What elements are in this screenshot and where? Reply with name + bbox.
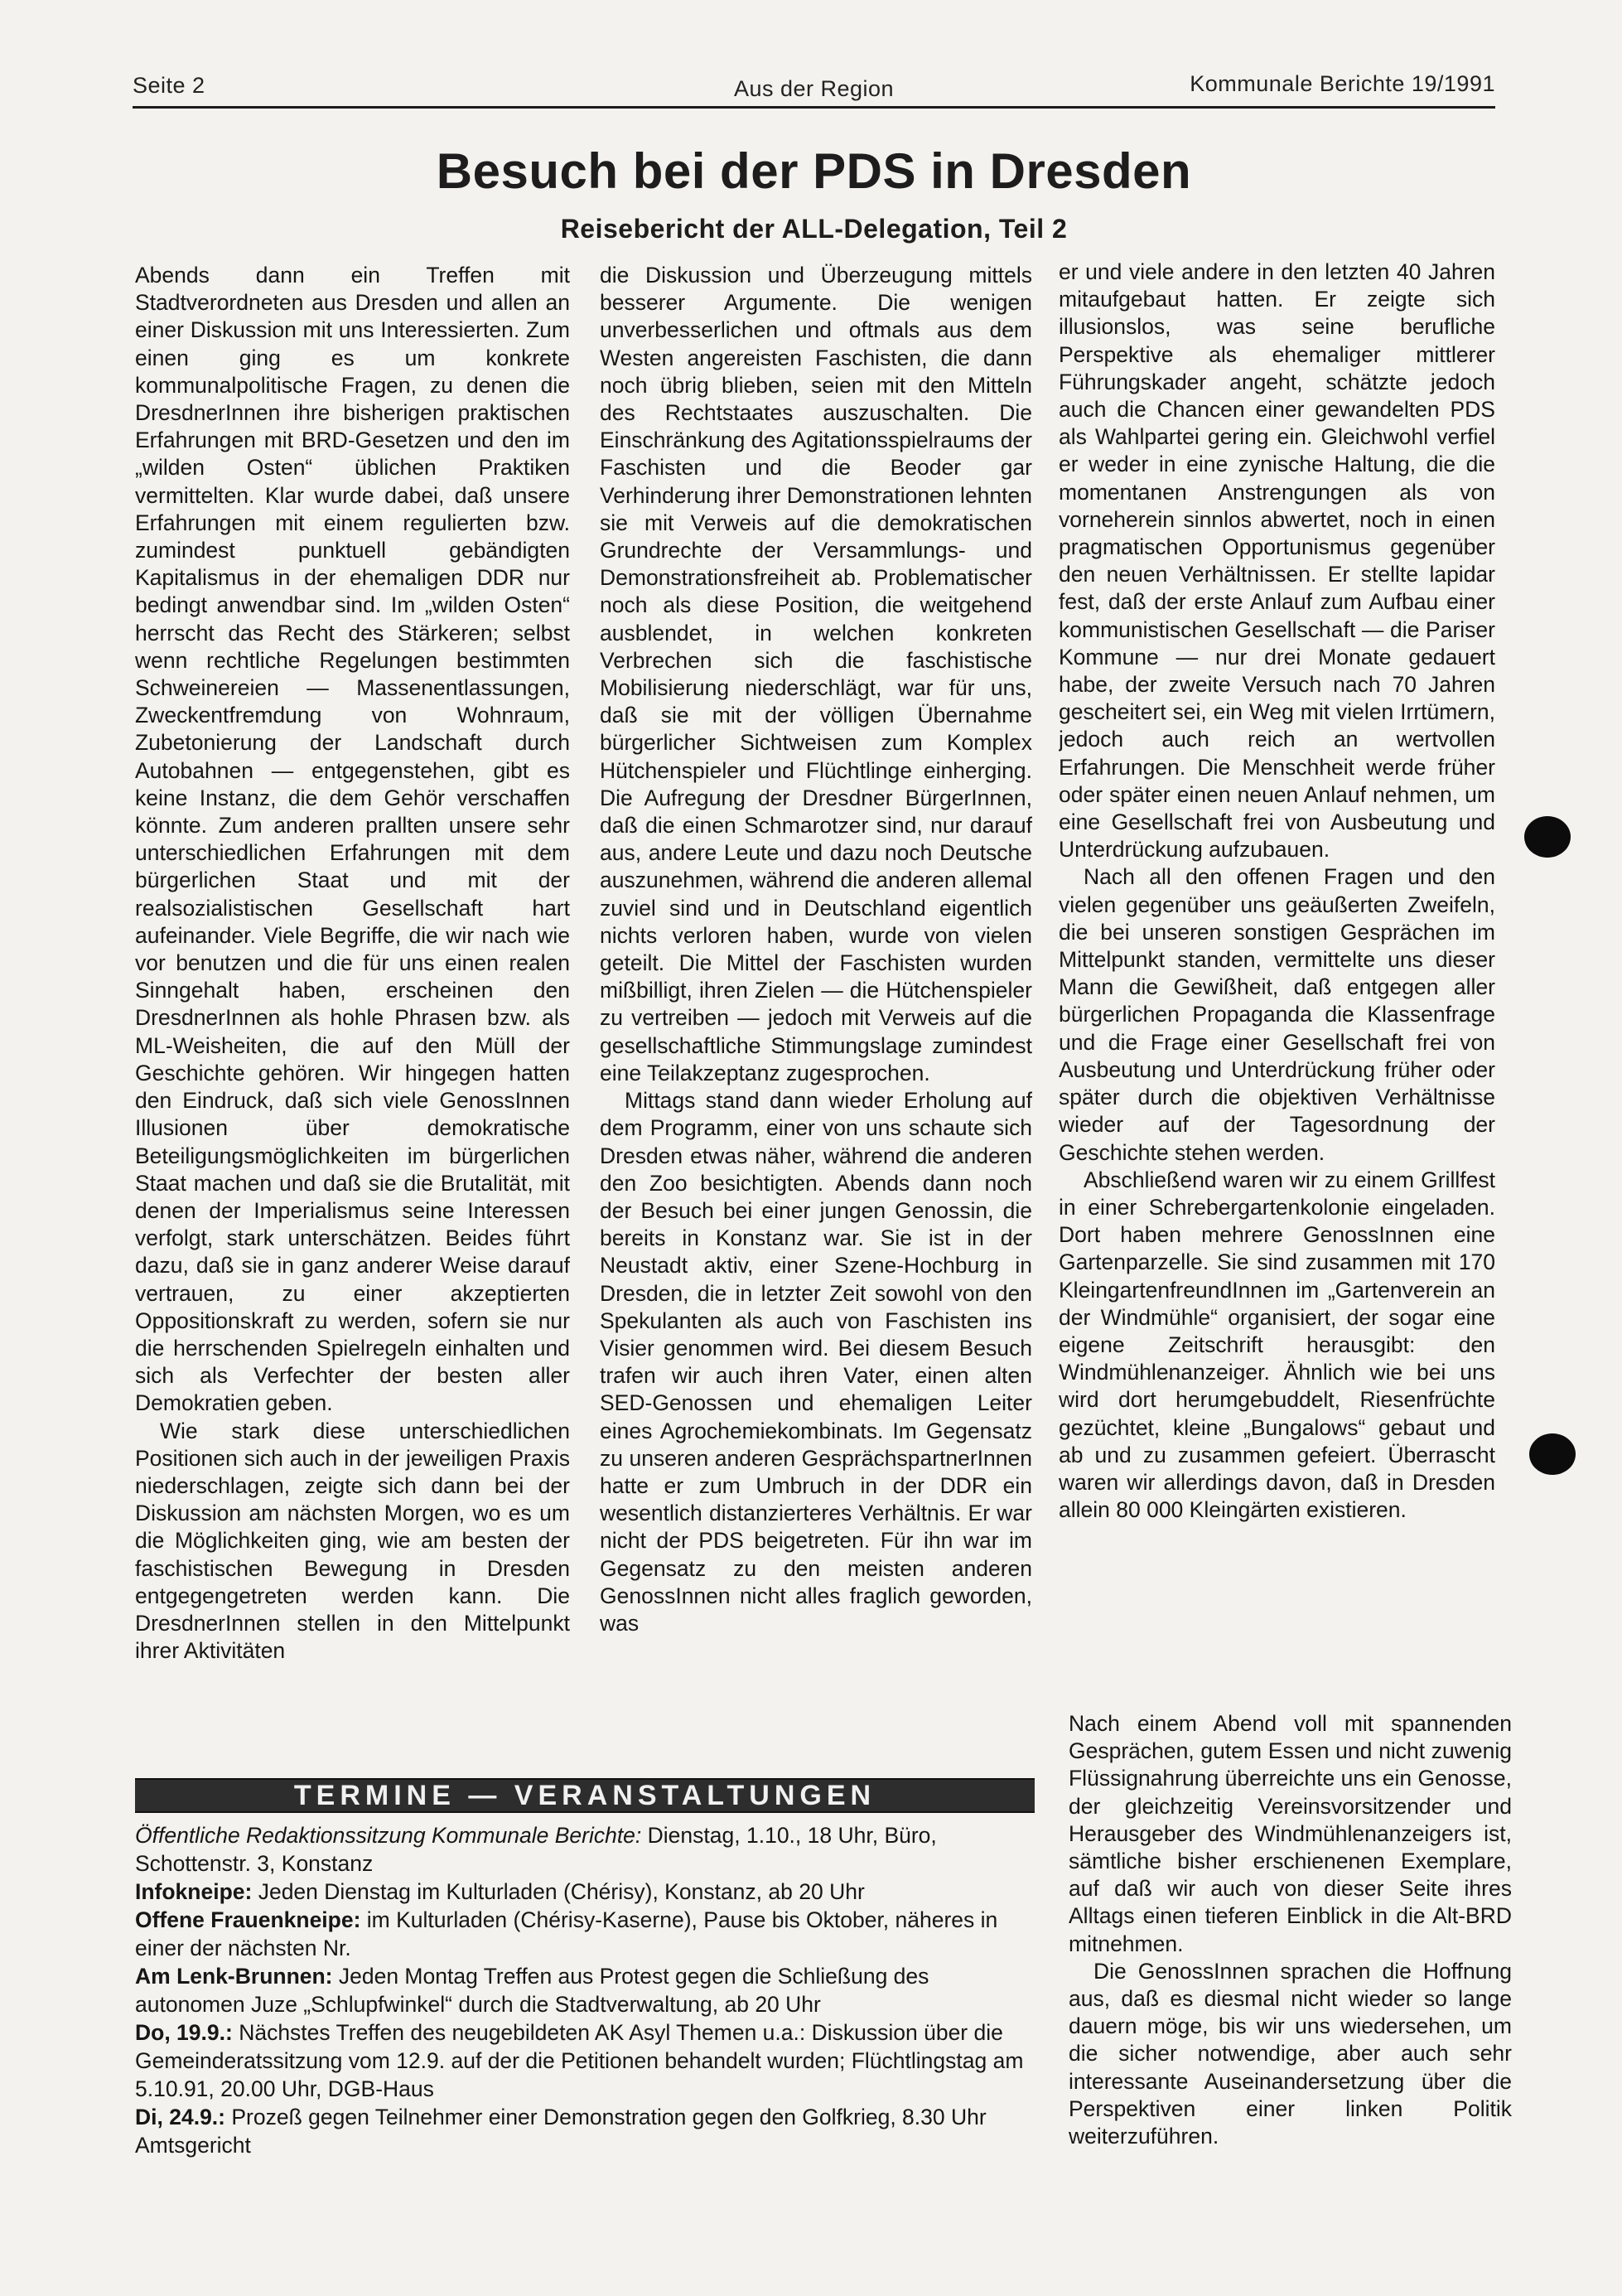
- event-label: Di, 24.9.:: [135, 2105, 225, 2129]
- page-header: [133, 68, 1495, 104]
- article-column-3: [1059, 259, 1495, 1684]
- event-item: [135, 1878, 1040, 1906]
- event-item: [135, 1906, 1040, 1962]
- event-text: Jeden Montag Treffen aus Protest gegen die Schließung des autonomen Juze „Schlupfwinkel“ durch die Stadtverwaltung, ab 20 Uhr: [135, 1964, 929, 2017]
- event-text: Jeden Dienstag im Kulturladen (Chérisy), Konstanz, ab 20 Uhr: [252, 1879, 865, 1904]
- event-text: Prozeß gegen Teilnehmer einer Demonstration gegen den Golfkrieg, 8.30 Uhr Amtsgericht: [135, 2105, 987, 2158]
- paragraph: Abschließend waren wir zu einem Grillfest in einer Schrebergartenkolonie eingeladen. Dort haben mehrere GenossInnen eine Gartenparzelle. Sie sind zusammen mit 170 KleingartenfreundInnen im „Gartenverein an der Windmühle“ organisiert, der sogar eine eigene Zeitschrift herausgibt: den Windmühlenanzeiger. Ähnlich wie bei uns wird dort herumgebuddelt, Riesenfrüchte gezüchtet, kleine „Bungalows“ gebaut und ab und zu zusammen gefeiert. Überrascht waren wir allerdings davon, daß in Dresden allein 80 000 Kleingärten existieren.: [1059, 1167, 1495, 1523]
- paragraph: Nach all den offenen Fragen und den vielen gegenüber uns geäußerten Zweifeln, die bei unseren sonstigen Gesprächen im Mittelpunkt standen, vermittelte uns dieser Mann die Gewißheit, daß entgegen aller bürgerlichen Propaganda die Klassenfrage und die Frage einer Gesellschaft frei von Ausbeutung und Unterdrückung früher oder später durch die objektiven Verhältnisse wieder auf der Tagesordnung der Geschichte stehen werden.: [1059, 864, 1495, 1165]
- article-column-3-continued: [1069, 1710, 1512, 2224]
- paragraph: Mittags stand dann wieder Erholung auf dem Programm, einer von uns schaute sich Dresden etwas näher, während die anderen den Zoo besichtigten. Abends dann noch der Besuch bei einer jungen Genossin, die bereits in Konstanz war. Sie ist in der Neustadt aktiv, einer Szene-Hochburg in Dresden, die in letzter Zeit sowohl von den Spekulanten als auch von Faschisten ins Visier genommen wird. Bei diesem Besuch trafen wir auch ihren Vater, einen alten SED-Genossen und ehemaligen Leiter eines Agrochemiekombinats. Im Gegensatz zu unseren anderen GesprächspartnerInnen hatte er zum Umbruch in der DDR ein wesentlich distanzierteres Verhältnis. Er war nicht der PDS beigetreten. Für ihn war im Gegensatz zu den meisten anderen GenossInnen nicht alles fraglich geworden, was: [600, 1088, 1032, 1636]
- article-subtitle: Reisebericht der ALL-Delegation, Teil 2: [560, 214, 1068, 244]
- paragraph: die Diskussion und Überzeugung mittels besserer Argumente. Die wenigen unverbesserlichen und oftmals aus dem Westen angereisten Faschisten, die dann noch übrig blieben, seien mit den Mitteln des Rechtstaates auszuschalten. Die Einschränkung des Agitationsspielraums der Faschisten und die Beoder gar Verhinderung ihrer Demonstrationen lehnten sie mit Verweis auf die demokratischen Grundrechte der Versammlungs- und Demonstrationsfreiheit ab. Problematischer noch als diese Position, die weitgehend ausblendet, in welchen konkreten Verbrechen sich die faschistische Mobilisierung niederschlägt, war für uns, daß sie mit der völligen Übernahme bürgerlicher Sichtweisen zum Komplex Hütchenspieler und Flüchtlinge einherging. Die Aufregung der Dresdner BürgerInnen, daß die einen Schmarotzer sind, nur darauf aus, andere Leute und dazu noch Deutsche auszunehmen, während die anderen allemal zuviel sind und in Deutschland eigentlich nichts verloren haben, wurde von vielen geteilt. Die Mittel der Faschisten wurden mißbilligt, ihren Zielen — die Hütchenspieler zu vertreiben — jedoch mit Verweis auf die gesellschaftliche Stimmungslage zumindest eine Teilakzeptanz zugesprochen.: [600, 263, 1032, 1085]
- paragraph: er und viele andere in den letzten 40 Jahren mitaufgebaut hatten. Er zeigte sich illusionslos, was seine berufliche Perspektive als ehemaliger mittlerer Führungskader angeht, schätzte jedoch auch die Chancen einer gewandelten PDS als Wahlpartei gering ein. Gleichwohl verfiel er weder in eine zynische Haltung, die die momentanen Anstrengungen als von vorneherein sinnlos abwertet, noch in einen pragmatischen Opportunismus gegenüber den neuen Verhältnissen. Er stellte lapidar fest, daß der erste Anlauf zum Aufbau einer kommunistischen Gesellschaft — die Pariser Kommune — nur drei Monate gedauert habe, der zweite Versuch nach 70 Jahren gescheitert sei, ein Weg mit vielen Irrtümern, jedoch auch reich an wertvollen Erfahrungen. Die Menschheit werde früher oder später einen neuen Anlauf nehmen, um eine Gesellschaft frei von Ausbeutung und Unterdrückung aufzubauen.: [1059, 259, 1495, 863]
- event-item: [135, 2018, 1040, 2103]
- header-rule: [133, 106, 1495, 109]
- event-item: [135, 1962, 1040, 2018]
- event-label: Am Lenk-Brunnen:: [135, 1964, 333, 1989]
- punch-hole-mark: [1529, 1433, 1576, 1475]
- article-title: Besuch bei der PDS in Dresden: [436, 143, 1192, 199]
- punch-hole-mark: [1524, 816, 1571, 858]
- events-banner: TERMINE — VERANSTALTUNGEN: [135, 1778, 1035, 1813]
- paragraph: Wie stark diese unterschiedlichen Positionen sich auch in der jeweiligen Praxis niederschlagen, zeigte sich dann bei der Diskussion am nächsten Morgen, wo es um die Möglichkeiten ging, wie am besten der faschistischen Bewegung in Dresden entgegengetreten werden kann. Die DresdnerInnen stellen in den Mittelpunkt ihrer Aktivitäten: [135, 1418, 570, 1664]
- article-column-2: [600, 262, 1032, 1753]
- article-column-1: [135, 262, 570, 1753]
- paragraph: Die GenossInnen sprachen die Hoffnung aus, daß es diesmal nicht wieder so lange dauern möge, bis wir uns wiedersehen, um die sicher notwendige, aber auch sehr interessante Auseinandersetzung über die Perspektiven einer linken Politik weiterzuführen.: [1069, 1958, 1512, 2149]
- event-item: [135, 2103, 1040, 2159]
- event-label: Infokneipe:: [135, 1879, 253, 1904]
- event-item: [135, 1821, 1040, 1878]
- paragraph: Nach einem Abend voll mit spannenden Gesprächen, gutem Essen und nicht zuwenig Flüssignahrung überreichte uns ein Genosse, der gleichzeitig Vereinsvorsitzender und Herausgeber des Windmühlenanzeigers ist, sämtliche bisher erschienenen Exemplare, auf daß wir auch von dieser Seite ihres Alltags einen tieferen Einblick in die Alt-BRD mitnehmen.: [1069, 1711, 1512, 1956]
- page-number: Seite 2: [133, 73, 205, 98]
- paragraph: Abends dann ein Treffen mit Stadtverordneten aus Dresden und allen an einer Diskussion mit uns Interessierten. Zum einen ging es um konkrete kommunalpolitische Fragen, zu denen die DresdnerInnen ihre bisherigen praktischen Erfahrungen mit BRD-Gesetzen und den im „wilden Osten“ üblichen Praktiken vermittelten. Klar wurde dabei, daß unsere Erfahrungen mit einem regulierten bzw. zumindest punktuell gebändigten Kapitalismus in der ehemaligen DDR nur bedingt anwendbar sind. Im „wilden Osten“ herrscht das Recht des Stärkeren; selbst wenn rechtliche Regelungen bestimmten Schweinereien — Massenentlassungen, Zweckentfremdung von Wohnraum, Zubetonierung der Landschaft durch Autobahnen — entgegenstehen, gibt es keine Instanz, die dem Gehör verschaffen könnte. Zum anderen prallten unsere sehr unterschiedlichen Erfahrungen mit dem bürgerlichen Staat und mit der realsozialistischen Gesellschaft hart aufeinander. Viele Begriffe, die wir nach wie vor benutzen und die für uns einen realen Sinngehalt haben, erscheinen den DresdnerInnen als hohle Phrasen bzw. als ML-Weisheiten, die auf den Müll der Geschichte gehören. Wir hingegen hatten den Eindruck, daß sich viele GenossInnen Illusionen über demokratische Beteiligungsmöglichkeiten im bürgerlichen Staat machen und daß sie die Brutalität, mit denen der Imperialismus seine Interessen verfolgt, stark unterschätzen. Beides führt dazu, daß sie in ganz anderer Weise darauf vertrauen, zu einer akzeptierten Oppositionskraft zu werden, sofern sie nur die herrschenden Spielregeln einhalten und sich als Verfechter der besten aller Demokratien geben.: [135, 263, 570, 1416]
- event-label: Do, 19.9.:: [135, 2020, 233, 2045]
- publication-issue: Kommunale Berichte 19/1991: [1190, 71, 1495, 96]
- event-label: Offene Frauenkneipe:: [135, 1907, 361, 1932]
- event-text: Nächstes Treffen des neugebildeten AK Asyl Themen u.a.: Diskussion über die Gemeinderatssitzung vom 12.9. auf der die Petitionen behandelt wurden; Flüchtlingstag am 5.10.91, 20.00 Uhr, DGB-Haus: [135, 2020, 1024, 2101]
- section-title: Aus der Region: [733, 76, 895, 101]
- event-text: Dienstag, 1.10., 18 Uhr, Büro, Schottenstr. 3, Konstanz: [135, 1823, 937, 1876]
- event-text: im Kulturladen (Chérisy-Kaserne), Pause bis Oktober, näheres in einer der nächsten Nr.: [135, 1907, 998, 1960]
- events-list: [135, 1821, 1040, 2159]
- event-label: Öffentliche Redaktionssitzung Kommunale Berichte:: [135, 1823, 642, 1848]
